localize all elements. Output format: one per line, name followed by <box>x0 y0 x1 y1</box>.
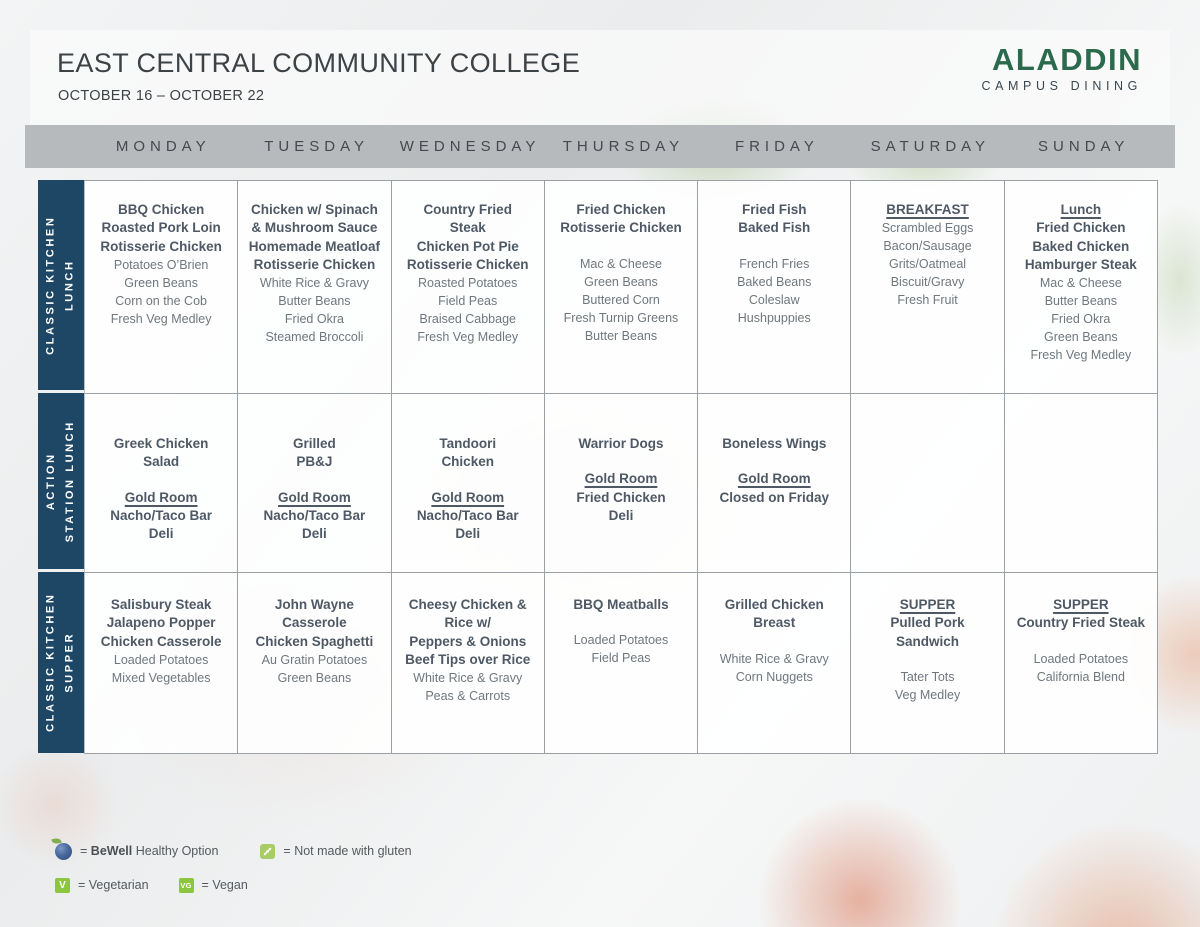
menu-block-heading <box>93 489 229 507</box>
menu-item-line: Deli <box>148 526 174 542</box>
menu-block-heading <box>246 489 382 507</box>
menu-cell-sunday-row1 <box>1005 181 1158 394</box>
page-title: EAST CENTRAL COMMUNITY COLLEGE <box>57 48 581 78</box>
menu-item-line: Mixed Vegetables <box>111 671 211 686</box>
menu-item-line: Steamed Broccoli <box>265 330 364 345</box>
menu-block-bold <box>859 614 995 651</box>
menu-cell-saturday-row3 <box>851 573 1004 754</box>
menu-item-line: White Rice & Gravy <box>719 651 829 666</box>
menu-cell-wednesday-row1 <box>392 181 545 394</box>
menu-item-line: Fresh Veg Medley <box>110 312 212 327</box>
gluten-free-icon <box>260 844 275 859</box>
menu-item-line: Gold Room <box>431 489 505 505</box>
menu-item-line: PB&J <box>296 454 333 470</box>
menu-item-line: Loaded Potatoes <box>573 633 669 648</box>
day-header-friday: FRIDAY <box>734 138 819 155</box>
bewell-blueberry-icon <box>55 843 72 860</box>
day-header-bar <box>25 125 1175 168</box>
menu-item-line: French Fries <box>739 256 810 271</box>
menu-cell-sunday-row3 <box>1005 573 1158 754</box>
menu-item-line: Hamburger Steak <box>1024 257 1137 273</box>
menu-item-line: Baked Beans <box>737 274 812 289</box>
menu-block-regular <box>706 650 842 686</box>
menu-cell-sunday-row2 <box>1005 394 1158 573</box>
menu-item-line: Fresh Fruit <box>897 293 958 308</box>
menu-item-line: Corn Nuggets <box>735 669 813 684</box>
menu-item-line: Baked Fish <box>738 220 811 236</box>
menu-cell-tuesday-row2 <box>238 394 391 573</box>
spacer <box>553 238 689 255</box>
menu-item-line: Gold Room <box>737 471 811 487</box>
menu-item-line: Butter Beans <box>584 328 658 343</box>
menu-item-line: Sandwich <box>896 633 960 649</box>
menu-cell-saturday-row2 <box>851 394 1004 573</box>
menu-block-bold <box>706 489 842 507</box>
menu-block-regular <box>93 256 229 328</box>
menu-block-bold <box>1013 219 1149 274</box>
menu-item-line: Fried Okra <box>1051 312 1111 327</box>
menu-item-line: John Wayne <box>274 597 354 612</box>
menu-item-line: SUPPER <box>899 597 956 612</box>
menu-item-line: Nacho/Taco Bar <box>110 508 213 524</box>
legend <box>55 838 412 906</box>
day-columns <box>84 125 1158 168</box>
menu-row-2 <box>84 394 1158 573</box>
menu-cell-wednesday-row3 <box>392 573 545 754</box>
menu-item-line: Loaded Potatoes <box>113 653 209 668</box>
menu-item-line: Pulled Pork <box>890 615 965 631</box>
menu-item-line: Loaded Potatoes <box>1033 651 1129 666</box>
brand-name: ALADDIN <box>992 42 1142 77</box>
menu-item-line: Tater Tots <box>900 670 955 685</box>
menu-item-line: Fresh Veg Medley <box>417 330 519 345</box>
brand-tagline: CAMPUS DINING <box>981 78 1142 93</box>
menu-item-line: Mac & Cheese <box>1039 276 1122 291</box>
menu-item-line: Veg Medley <box>894 688 961 703</box>
menu-block-regular <box>553 255 689 345</box>
menu-block-bold <box>1013 614 1149 632</box>
menu-block-bold <box>706 435 842 453</box>
legend-row-1 <box>55 838 412 864</box>
day-header-wednesday: WEDNESDAY <box>399 138 541 155</box>
menu-item-line: Peppers & Onions <box>409 633 527 649</box>
legend-bewell-label: = BeWell Healthy Option <box>80 844 219 858</box>
menu-block-bold <box>706 596 842 633</box>
menu-item-line: Cheesy Chicken & <box>408 597 527 612</box>
menu-item-line: Deli <box>455 526 481 542</box>
menu-item-line: Warrior Dogs <box>578 436 664 451</box>
menu-block-heading <box>553 470 689 488</box>
day-header-saturday: SATURDAY <box>870 138 991 155</box>
menu-cell-saturday-row1 <box>851 181 1004 394</box>
vegetarian-icon: V <box>55 878 70 893</box>
menu-item-line: Fried Okra <box>284 312 344 327</box>
row-label-column <box>38 180 84 754</box>
menu-item-line: Field Peas <box>591 651 651 666</box>
menu-item-line: Fried Chicken <box>576 489 666 505</box>
row-label-classic-kitchen-lunch: CLASSIC KITCHEN LUNCH <box>38 180 84 393</box>
menu-item-line: BBQ Chicken <box>118 202 205 217</box>
menu-item-line: Butter Beans <box>278 294 351 309</box>
spacer <box>859 651 995 668</box>
menu-row-1 <box>84 181 1158 394</box>
menu-block-regular <box>1013 274 1149 364</box>
menu-cell-friday-row1 <box>698 181 851 394</box>
menu-item-line: Au Gratin Potatoes <box>261 653 368 668</box>
menu-table <box>38 180 1158 754</box>
menu-block-regular <box>1013 650 1149 686</box>
menu-block-regular <box>553 631 689 667</box>
menu-item-line: California Blend <box>1036 669 1125 684</box>
menu-cell-thursday-row3 <box>545 573 698 754</box>
menu-block-regular <box>93 651 229 687</box>
menu-item-line: Deli <box>608 508 634 524</box>
menu-item-line: Coleslaw <box>748 292 800 307</box>
menu-item-line: Fried Chicken <box>1036 220 1126 236</box>
spacer <box>706 453 842 470</box>
menu-block-bold <box>93 507 229 544</box>
menu-item-line: Grits/Oatmeal <box>888 257 967 272</box>
brand-logo <box>981 44 1142 93</box>
menu-item-line: Mac & Cheese <box>579 256 662 271</box>
menu-cell-tuesday-row1 <box>238 181 391 394</box>
menu-item-line: Roasted Pork Loin <box>101 220 221 236</box>
spacer <box>1013 633 1149 650</box>
row-label-action-station-lunch: ACTION STATION LUNCH <box>38 393 84 572</box>
menu-block-heading <box>400 489 536 507</box>
menu-block-bold <box>400 507 536 544</box>
menu-item-line: Rotisserie Chicken <box>100 238 222 254</box>
menu-block-heading <box>859 596 995 614</box>
spacer <box>706 633 842 650</box>
menu-item-line: Salisbury Steak <box>110 597 212 612</box>
menu-block-bold <box>706 201 842 238</box>
menu-row-3 <box>84 573 1158 754</box>
menu-block-regular <box>400 274 536 346</box>
menu-item-line: Field Peas <box>438 294 498 309</box>
menu-item-line: Fried Fish <box>742 202 807 217</box>
menu-item-line: Gold Room <box>278 489 351 505</box>
menu-item-line: Gold Room <box>584 471 658 487</box>
spacer <box>400 472 536 489</box>
menu-block-regular <box>859 668 995 704</box>
row-label-classic-kitchen-supper: CLASSIC KITCHEN SUPPER <box>38 572 84 753</box>
menu-item-line: Green Beans <box>277 671 352 686</box>
menu-item-line: Steak <box>449 220 486 236</box>
menu-item-line: Rotisserie Chicken <box>406 257 529 273</box>
legend-row-2 <box>55 872 412 898</box>
menu-item-line: Casserole <box>282 615 347 631</box>
menu-item-line: Buttered Corn <box>582 292 660 307</box>
menu-item-line: Chicken Pot Pie <box>416 238 519 254</box>
menu-item-line: Fresh Veg Medley <box>1030 348 1132 363</box>
menu-cell-thursday-row2 <box>545 394 698 573</box>
menu-block-bold <box>246 435 382 472</box>
menu-item-line: Grilled Chicken <box>724 597 824 612</box>
menu-cell-wednesday-row2 <box>392 394 545 573</box>
menu-item-line: Braised Cabbage <box>419 312 516 327</box>
menu-item-line: Fresh Turnip Greens <box>563 310 679 325</box>
menu-item-line: Rotisserie Chicken <box>253 257 376 273</box>
menu-grid <box>84 180 1158 754</box>
legend-item-vegetarian <box>55 878 149 893</box>
legend-item-vegan <box>179 878 248 893</box>
menu-item-line: Chicken <box>441 454 494 470</box>
menu-cell-monday-row3 <box>84 573 238 754</box>
menu-item-line: Homemade Meatloaf <box>248 238 381 254</box>
menu-block-regular <box>859 219 995 309</box>
menu-item-line: Biscuit/Gravy <box>890 275 965 290</box>
day-header-thursday: THURSDAY <box>562 138 685 155</box>
menu-item-line: Green Beans <box>1043 330 1118 345</box>
menu-block-bold <box>93 201 229 256</box>
legend-vegetarian-label: = Vegetarian <box>78 878 149 892</box>
menu-item-line: Tandoori <box>439 436 497 451</box>
menu-block-bold <box>93 596 229 651</box>
menu-item-line: Salad <box>143 454 180 470</box>
menu-cell-monday-row1 <box>84 181 238 394</box>
day-header-monday: MONDAY <box>115 138 211 155</box>
menu-item-line: Country Fried <box>423 202 512 217</box>
vegan-icon: VG <box>179 878 194 893</box>
menu-item-line: Roasted Potatoes <box>418 276 518 291</box>
menu-block-heading <box>1013 596 1149 614</box>
menu-item-line: Peas & Carrots <box>425 689 511 704</box>
menu-item-line: Breast <box>753 615 796 631</box>
spacer <box>553 614 689 631</box>
menu-cell-friday-row3 <box>698 573 851 754</box>
menu-item-line: Potatoes O’Brien <box>113 258 209 273</box>
menu-item-line: Green Beans <box>584 274 658 289</box>
menu-item-line: Beef Tips over Rice <box>405 652 531 668</box>
menu-block-bold <box>246 507 382 544</box>
spacer <box>246 472 382 489</box>
menu-item-line: Scrambled Eggs <box>881 221 974 236</box>
menu-item-line: Lunch <box>1060 202 1102 217</box>
menu-item-line: Gold Room <box>124 489 198 505</box>
menu-block-regular <box>400 669 536 705</box>
menu-block-bold <box>553 201 689 238</box>
menu-block-bold <box>400 201 536 274</box>
menu-block-heading <box>1013 201 1149 219</box>
menu-cell-thursday-row1 <box>545 181 698 394</box>
menu-block-bold <box>553 489 689 526</box>
menu-item-line: SUPPER <box>1053 597 1109 612</box>
menu-item-line: & Mushroom Sauce <box>251 220 378 236</box>
menu-block-bold <box>93 435 229 472</box>
menu-item-line: Nacho/Taco Bar <box>416 508 519 524</box>
menu-item-line: Rice w/ <box>444 615 491 631</box>
menu-item-line: White Rice & Gravy <box>259 276 369 291</box>
menu-item-line: Chicken Spaghetti <box>255 633 374 649</box>
date-range: OCTOBER 16 – OCTOBER 22 <box>58 88 265 104</box>
legend-vegan-label: = Vegan <box>201 878 248 892</box>
legend-item-bewell <box>55 843 218 860</box>
menu-item-line: Bacon/Sausage <box>883 239 972 254</box>
menu-item-line: Grilled <box>293 436 336 451</box>
legend-gluten-label: = Not made with gluten <box>283 844 412 858</box>
menu-item-line: Chicken w/ Spinach <box>251 202 378 217</box>
menu-block-bold <box>553 596 689 614</box>
menu-item-line: Closed on Friday <box>719 489 830 505</box>
menu-item-line: Deli <box>302 526 327 542</box>
menu-block-bold <box>400 435 536 472</box>
menu-item-line: Jalapeno Popper <box>106 615 216 631</box>
menu-block-heading <box>859 201 995 219</box>
menu-block-bold <box>553 435 689 453</box>
spacer <box>93 472 229 489</box>
wheat-glyph <box>262 846 273 857</box>
header <box>30 30 1170 125</box>
legend-item-gluten <box>260 844 411 859</box>
menu-cell-monday-row2 <box>84 394 238 573</box>
menu-item-line: BBQ Meatballs <box>573 597 669 612</box>
menu-item-line: Country Fried Steak <box>1016 615 1145 631</box>
menu-block-bold <box>246 596 382 651</box>
spacer <box>553 453 689 470</box>
spacer <box>706 238 842 255</box>
menu-item-line: Hushpuppies <box>737 310 811 325</box>
menu-item-line: Boneless Wings <box>722 436 827 451</box>
menu-item-line: BREAKFAST <box>886 202 969 217</box>
menu-cell-tuesday-row3 <box>238 573 391 754</box>
menu-item-line: Green Beans <box>124 276 198 291</box>
menu-block-regular <box>706 255 842 327</box>
menu-item-line: Chicken Casserole <box>100 633 222 649</box>
menu-item-line: White Rice & Gravy <box>413 671 523 686</box>
menu-block-bold <box>400 596 536 669</box>
menu-block-bold <box>246 201 382 274</box>
menu-item-line: Corn on the Cob <box>115 294 207 309</box>
day-header-tuesday: TUESDAY <box>264 138 369 155</box>
menu-item-line: Butter Beans <box>1044 294 1117 309</box>
menu-cell-friday-row2 <box>698 394 851 573</box>
menu-item-line: Greek Chicken <box>113 436 209 451</box>
menu-item-line: Fried Chicken <box>576 202 666 217</box>
menu-block-heading <box>706 470 842 488</box>
menu-item-line: Nacho/Taco Bar <box>263 508 366 524</box>
menu-block-regular <box>246 651 382 687</box>
menu-item-line: Rotisserie Chicken <box>560 220 682 236</box>
day-header-sunday: SUNDAY <box>1038 138 1130 155</box>
menu-block-regular <box>246 274 382 346</box>
menu-item-line: Baked Chicken <box>1032 238 1130 254</box>
